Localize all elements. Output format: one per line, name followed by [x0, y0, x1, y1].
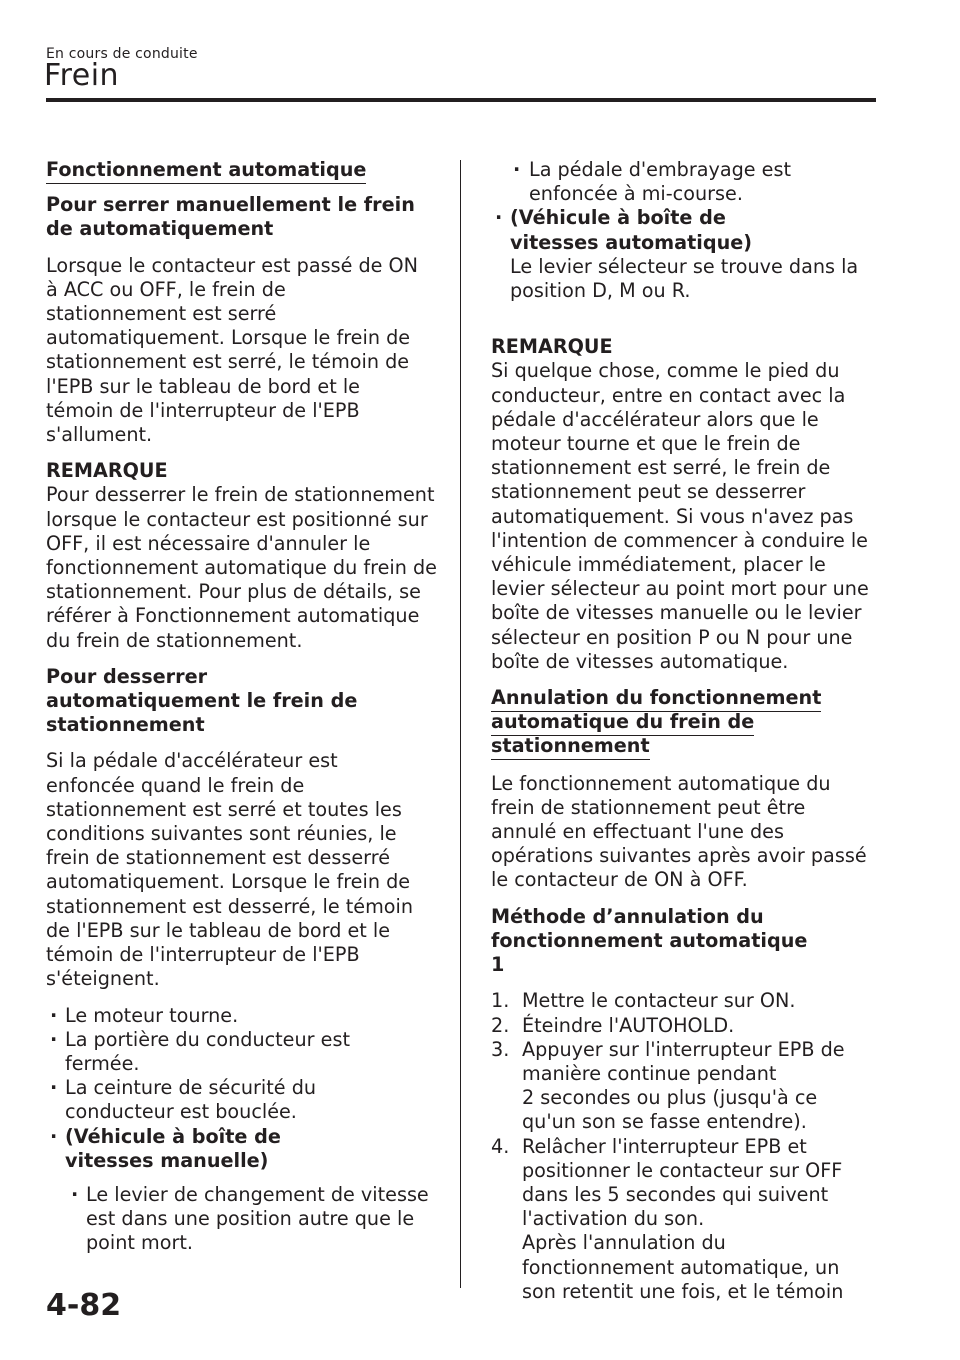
paragraph-release: Si la pédale d'accélérateur est enfoncée quand le frein de stationnement est serré et toutes les conditions suivantes sont réunies, le frein de stationnement est desserré automatiquement. Lorsque le frein de stationnement est desserré, le témoin de l'EPB sur le tableau de bord et le témoin de l'interrupteur de l'EPB s'éteignent.	[46, 749, 413, 991]
note-text: Pour desserrer le frein de stationnement lorsque le contacteur est positionné sur OFF, il est nécessaire d'annuler le fonctionnement automatique du frein de stationnement. Pour plus de détails, se référer à Fonctionnement automatique du frein de stationnement.	[46, 483, 437, 652]
header-section-label: En cours de conduite	[46, 46, 198, 62]
list-item: · La pédale d'embrayage est enfoncée à mi-course.	[491, 158, 819, 206]
step-text: Relâcher l'interrupteur EPB et positionner le contacteur sur OFF dans les 5 secondes qui suivent l'activation du son.	[522, 1134, 843, 1231]
step-text: Éteindre l'AUTOHOLD.	[522, 1013, 735, 1037]
step-text-cont: Après l'annulation du fonctionnement automatique, un son retentit une fois, et le témoin	[522, 1231, 844, 1303]
list-item: · La ceinture de sécurité du conducteur est bouclée.	[46, 1076, 335, 1124]
step-text-cont: 2 secondes ou plus (jusqu'à ce qu'un son se fasse entendre).	[522, 1086, 818, 1134]
list-item	[491, 1038, 852, 1135]
list-item: · Le moteur tourne.	[46, 1004, 446, 1028]
page-title: Frein	[44, 58, 120, 93]
section-heading-cancel-line1: Annulation du fonctionnement	[491, 686, 821, 712]
step-number: 3.	[491, 1037, 510, 1061]
note-label: REMARQUE	[46, 459, 168, 483]
paragraph-apply: Lorsque le contacteur est passé de ON à ACC ou OFF, le frein de stationnement est serré automatiquement. Lorsque le frein de stationnement est serré, le témoin de l'EPB sur le tableau de bord et le témoin de l'interrupteur de l'EPB s'allument.	[46, 253, 419, 447]
list-item: · Le levier de changement de vitesse est dans une position autre que le point mort.	[46, 1183, 446, 1256]
section-heading-automatic: Fonctionnement automatique	[46, 158, 366, 184]
column-divider	[460, 160, 461, 1288]
section-heading-cancel-line3: stationnement	[491, 734, 650, 760]
step-number: 1.	[491, 989, 510, 1013]
list-item	[491, 1014, 881, 1038]
subheading-auto-release: Pour desserrer automatiquement le frein de stationnement	[46, 664, 358, 737]
list-item	[491, 989, 881, 1013]
left-column	[46, 158, 446, 1256]
list-item: · La portière du conducteur est fermée.	[46, 1028, 365, 1076]
list-item-label: · (Véhicule à boîte de vitesses automatique)	[491, 206, 810, 254]
subheading-cancel-method: Méthode d’annulation du fonctionnement automatique 1	[491, 904, 808, 977]
list-item: · (Véhicule à boîte de vitesses manuelle)	[46, 1125, 365, 1173]
note-label: REMARQUE	[491, 335, 613, 359]
section-heading-cancel-line2: automatique du frein de	[491, 710, 754, 736]
step-text: Mettre le contacteur sur ON.	[522, 989, 796, 1013]
step-number: 2.	[491, 1013, 510, 1037]
list-item	[491, 1135, 852, 1304]
page-number: 4-82	[46, 1288, 122, 1323]
note-text: Si quelque chose, comme le pied du conducteur, entre en contact avec la pédale d'accélérateur alors que le moteur tourne et que le frein de stationnement est serré, le frein de stationnement peut se desserrer automatiquement. Si vous n'avez pas l'intention de commencer à conduire le véhicule immédiatement, placer le levier sélecteur au point mort pour une boîte de vitesses manuelle ou le levier sélecteur en position P ou N pour une boîte de vitesses automatique.	[491, 359, 869, 673]
header-rule	[46, 98, 876, 102]
step-text: Appuyer sur l'interrupteur EPB de manière continue pendant	[522, 1037, 845, 1085]
right-column	[491, 158, 881, 1304]
list-item-text: Le levier sélecteur se trouve dans la position D, M ou R.	[510, 254, 859, 303]
paragraph-cancel: Le fonctionnement automatique du frein de stationnement peut être annulé en effectuant l'une des opérations suivantes après avoir passé le contacteur de ON à OFF.	[491, 771, 867, 892]
step-number: 4.	[491, 1134, 510, 1158]
subheading-manual-apply: Pour serrer manuellement le frein de automatiquement	[46, 193, 415, 241]
